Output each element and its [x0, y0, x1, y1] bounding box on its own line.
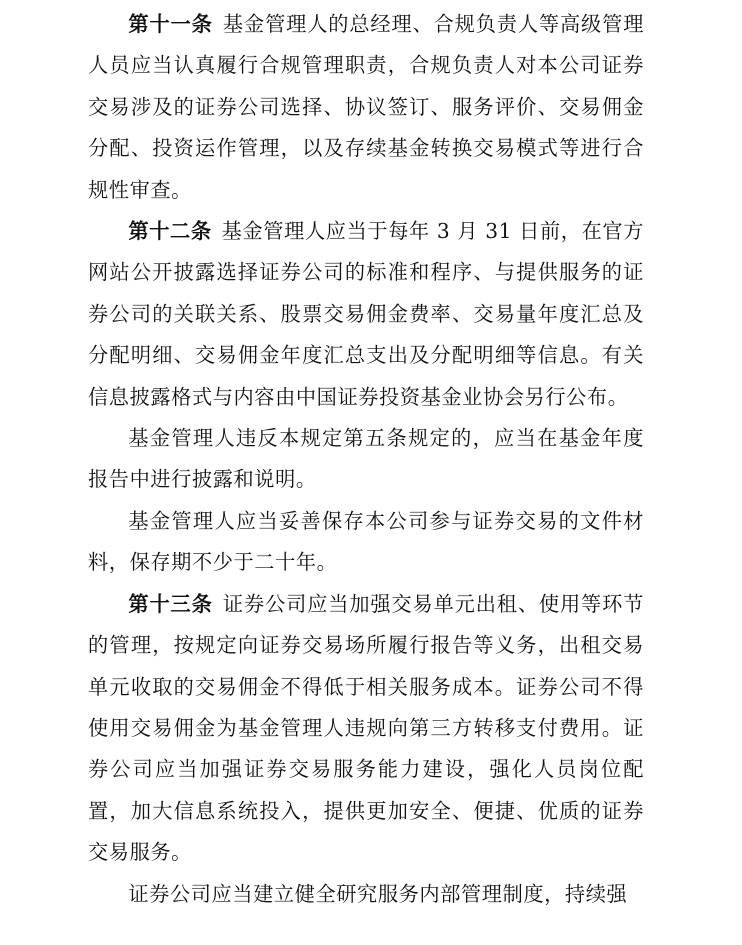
paragraph-text: 基金管理人的总经理、合规负责人等高级管理人员应当认真履行合规管理职责，合规负责人对本公司证券交易涉及的证券公司选择、协议签订、服务评价、交易佣金分配、投资运作管理，以及存续基金转换交易模式等进行合规性审查。 — [88, 12, 644, 202]
article-label: 第十三条 — [128, 591, 213, 616]
paragraph-article-13-research — [88, 874, 644, 915]
document-page — [88, 4, 644, 915]
paragraph-text: 基金管理人违反本规定第五条规定的，应当在基金年度报告中进行披露和说明。 — [88, 426, 644, 492]
article-label: 第十二条 — [128, 219, 212, 244]
paragraph-article-12 — [88, 211, 644, 418]
paragraph-article-13 — [88, 584, 644, 874]
paragraph-article-12-record-keeping — [88, 501, 644, 584]
paragraph-text: 证券公司应当加强交易单元出租、使用等环节的管理，按规定向证券交易场所履行报告等义务，出租交易单元收取的交易佣金不得低于相关服务成本。证券公司不得使用交易佣金为基金管理人违规向第三方转移支付费用。证券公司应当加强证券交易服务能力建设，强化人员岗位配置，加大信息系统投入，提供更加安全、便捷、优质的证券交易服务。 — [88, 591, 644, 865]
paragraph-text: 基金管理人应当妥善保存本公司参与证券交易的文件材料，保存期不少于二十年。 — [88, 508, 644, 575]
paragraph-text: 基金管理人应当于每年 3 月 31 日前，在官方网站公开披露选择证券公司的标准和程序、与提供服务的证券公司的关联关系、股票交易佣金费率、交易量年度汇总及分配明细、交易佣金年度汇总支出及分配明细等信息。有关信息披露格式与内容由中国证券投资基金业协会另行公布。 — [88, 219, 644, 409]
article-label: 第十一条 — [128, 12, 213, 36]
paragraph-article-11 — [88, 4, 644, 211]
paragraph-text: 证券公司应当建立健全研究服务内部管理制度，持续强 — [128, 881, 628, 906]
paragraph-article-12-annual-report — [88, 418, 644, 501]
